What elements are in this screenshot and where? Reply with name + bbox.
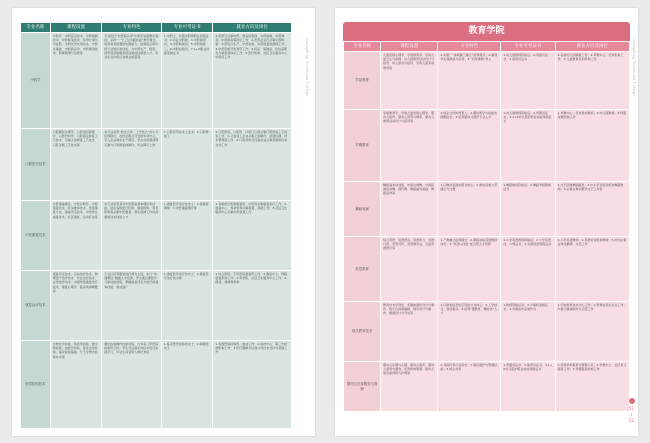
program-certs: 1.中药士、初级中药师职业资格证书；2.执业中药师；3.中药调剂员；4.中药购销员；5.中药炮制工；6.中药检验员；7.1+X职业技能等级证书: [161, 33, 212, 129]
left-table-header: [21, 23, 292, 33]
program-features: 专业以培养康复治疗师为主线，实行“岗课赛证”融通人才培养，学生通过课程学习和技能训练，掌握康复评定与治疗的基本技能，就业面广: [102, 271, 162, 341]
program-certs: 1.幼儿园教师资格证；2.育婴员证书；3.1+X幼儿照护职业技能等级证书: [501, 110, 555, 182]
program-features: 1.实施“一体两翼三融合”培养模式；2.重视学生保教能力培养；3.“双导师制”育人: [438, 52, 501, 110]
program-features: 1.以舞台表演实践为核心；2.参加各类大型演出与比赛: [438, 182, 501, 237]
header-name: 专业名称: [21, 23, 51, 33]
program-certs: 1.舞蹈教师资格证；2.舞蹈考级教师证书: [501, 182, 555, 237]
page-number: [628, 398, 635, 424]
table-row: [21, 271, 292, 341]
header-courses: 课程设置: [50, 23, 101, 33]
program-jobs: 1.学校教育技术中心工作；2.教育信息化企业工作；3.数字媒体制作与运营工作: [555, 302, 629, 362]
program-name: 中药学: [21, 33, 51, 129]
program-jobs: 1.综合医院、专科医院康复科工作；2.康复中心、残联康复机构工作；3.养老院、社区卫生服务中心工作；4.健身、保健等机构: [213, 271, 292, 341]
program-jobs: 1.各级医院检验科、血站工作；2.疾控中心、第三方检测机构工作；3.医疗器械与试剂公司技术支持与营销工作: [213, 341, 292, 429]
program-features: 1.对接托育行业需求；2.强化照护与管理技能；3.校企共育: [438, 362, 501, 412]
program-features: 1.产教融合培养模式；2.课程对接英语教师岗位；3.“英语+技能”复合型人才培养: [438, 237, 501, 302]
program-courses: 综合英语、英语语音、英语听力、英语口语、英语写作、英语教学法、儿童英语教学等: [381, 237, 438, 302]
table-row: [21, 129, 292, 201]
right-page: [335, 8, 638, 436]
header-certs: 专业可考证书: [161, 23, 212, 33]
program-certs: 1.育婴员证书；2.保育员证书；3.1+X幼儿照护职业技能等级证书: [501, 362, 555, 412]
header-jobs: 就业方向及岗位: [555, 42, 629, 52]
program-name: 学前教育: [344, 52, 381, 110]
college-banner: [343, 22, 630, 41]
program-jobs: 1.各级医疗机构康复科、中医科从事康复治疗工作；2.康复中心、养老机构从事康复、保健工作；3.社区卫生服务中心从事中医康复工作: [213, 201, 292, 271]
program-features: 本专业培养具有中医康复基本理论和技能，能在各级医疗机构、康复机构、养老机构等从事中医康复、养生保健工作的高素质技术技能人才: [102, 201, 162, 271]
table-row: [344, 182, 630, 237]
table-row: [344, 362, 630, 412]
program-features: 1.校企合作协同育人；2.理论教学与技能实践相结合；3.培养婴幼儿照护专业人才: [438, 110, 501, 182]
program-courses: 儿童发展心理学、学前教育学、学前儿童卫生与保健、幼儿园教育活动设计与指导、幼儿游戏与指导、学前儿童家庭教育等: [381, 52, 438, 110]
program-courses: 教育技术学导论、多媒体课件设计与制作、数字音视频编辑、网页设计与制作、微课设计与开发等: [381, 302, 438, 362]
program-jobs: 1.医药可从事中药、药品的鉴别、中药炮制、中药调剂、中药制剂等岗位工作；2.医药企业可从事中药购销、中药饮片生产、中药检验、中药质量检测等工作；3.中药资源开发利用工作；4.药品、保健品、化妆品研发与销售等岗位工作；5.医疗机构、社区卫生服务中心中药房工作: [213, 33, 292, 129]
program-name: 中医康复技术: [21, 201, 51, 271]
header-features: 专业特色: [438, 42, 501, 52]
program-certs: 1.幼儿园教师资格证；2.育婴员证书；3.保育员证书: [501, 52, 555, 110]
table-row: [344, 237, 630, 302]
header-features: 专业特色: [102, 23, 162, 33]
table-row: [21, 341, 292, 429]
program-courses: 婴幼儿生理与心理、婴幼儿保育、婴幼儿营养与膳食、托育机构管理、婴幼儿常见病预防与护理等: [381, 362, 438, 412]
college-title: 教育学院: [468, 26, 505, 36]
program-name: 婴幼儿托育服务与管理: [344, 362, 381, 412]
program-name: 康复治疗技术: [21, 271, 51, 341]
program-courses: 中医基础理论、中医诊断学、中医康复技术、针灸推拿技术、传统康复方法、康复评定技术、中医养生康复技术、社区康复、运动疗法等: [50, 201, 101, 271]
header-name: 专业名称: [344, 42, 381, 52]
program-courses: 中药学、中药鉴定技术、中药炮制技术、中药制剂技术、实用方剂与中成药、中药化学实用技术、中医学基础、中药商品学、中药调剂技术、药事管理与法规等: [50, 33, 101, 129]
program-name: 现代教育技术: [344, 302, 381, 362]
program-certs: 1.临床医学检验技术士；2.病理技术士: [161, 341, 212, 429]
table-row: [344, 110, 630, 182]
program-name: 英语教育: [344, 237, 381, 302]
program-certs: 1.康复医学治疗技术士；2.康复医学治疗技术师: [161, 271, 212, 341]
program-certs: 1.小学英语教师资格证；2.大学英语四、六级证书；3.全国英语等级证书: [501, 237, 555, 302]
right-table-header: [344, 42, 630, 52]
program-certs: 1.教师资格证书；2.计算机等级证书；3.多媒体作品制作员: [501, 302, 555, 362]
side-caption: Guangdong Vocational College: [305, 38, 310, 97]
header-certs: 专业可考证书: [501, 42, 555, 52]
program-jobs: 1.小学英语教师；2.英语培训机构教师；3.涉外企事业单位翻译、文员工作: [555, 237, 629, 302]
left-program-table: [20, 22, 292, 429]
program-courses: 口腔解剖生理学、口腔组织病理学、口腔材料学、口腔固定修复工艺技术、可摘义齿修复工艺技术、口腔正畸工艺技术等: [50, 129, 101, 201]
page-number-text: 51 / 52: [628, 406, 635, 423]
right-program-table: [343, 41, 630, 412]
program-jobs: 1.托育机构保育与管理人员；2.早教中心、社区育儿服务工作；3.母婴服务机构工作: [555, 362, 629, 412]
table-row: [344, 302, 630, 362]
program-courses: 学前教育学、学前儿童发展心理学、婴幼儿保育、婴幼儿营养与喂养、婴幼儿教养活动设计与指导等: [381, 110, 438, 182]
program-courses: 舞蹈基本功训练、中国古典舞、中国民族民间舞、现代舞、舞蹈编导基础、舞蹈鉴赏等: [381, 182, 438, 237]
program-courses: 生物化学检验、免疫学检验、微生物检验、血液学检验、寄生虫学检验、临床检验基础、分子生物学检验技术等: [50, 341, 101, 429]
program-jobs: 1.早教中心、托育机构教师；2.幼儿园教师；3.母婴保健机构工作: [555, 110, 629, 182]
program-jobs: 1.文艺团体舞蹈演员；2.中小学及培训机构舞蹈教师；3.企事业单位群众文艺工作者: [555, 182, 629, 237]
program-name: 口腔医学技术: [21, 129, 51, 201]
program-features: 本专业采用“校企合作、工学结合”的人才培养模式，在校企联合开发的实训中心，引入企业真实生产项目，学生在校期间即可参与口腔修复体制作，毕业即可上岗: [102, 129, 162, 201]
program-certs: 1.口腔医学技术士证书；2.口腔修复工: [161, 129, 212, 201]
program-jobs: 1.各类幼儿园保教工作；2.早教中心、托育机构工作；3.儿童教育培训机构工作: [555, 52, 629, 110]
side-caption: Guangdong Vocational College: [632, 38, 637, 97]
program-features: 强化检验操作技能训练，与多家三甲医院检验科合作，学生可在真实岗位中进行实践学习，毕业生深受用人单位欢迎: [102, 341, 162, 429]
program-name: 舞蹈表演: [344, 182, 381, 237]
page-dot-icon: [629, 398, 635, 404]
header-courses: 课程设置: [381, 42, 438, 52]
program-name: 早期教育: [344, 110, 381, 182]
table-row: [21, 201, 292, 271]
program-certs: 1.康复医学治疗技术士；2.保健按摩师；3.中医康复理疗师: [161, 201, 212, 271]
left-page: [12, 8, 315, 436]
program-courses: 康复评定技术、运动治疗技术、物理因子治疗技术、作业治疗技术、言语治疗技术、中国传统康复治疗技术、康复心理学、临床疾病概要等: [50, 271, 101, 341]
program-features: 1.以教育信息化应用能力为核心；2.工学结合、项目驱动；3.培养“懂教育、精技术”人才: [438, 302, 501, 362]
program-name: 医学检验技术: [21, 341, 51, 429]
table-row: [21, 33, 292, 129]
program-features: 专业依托“校医院共享”中药学实践教学基地，采用“一个工位实践技能”教学模式，培养具有较强的实践能力，能熟练运用中药专业知识和技能，为中药生产、经营、使用等领域服务的高素质技能型人才，毕业生在中药行业就业质量高: [102, 33, 162, 129]
table-row: [344, 52, 630, 110]
program-jobs: 1.口腔医院、口腔科、口腔门诊部从事口腔修复工艺技术工作；2.义齿加工企业从事义齿制作、质量检测、技术管理等工作；3.口腔材料及设备企业从事营销和技术支持工作: [213, 129, 292, 201]
header-jobs: 就业方向及岗位: [213, 23, 292, 33]
